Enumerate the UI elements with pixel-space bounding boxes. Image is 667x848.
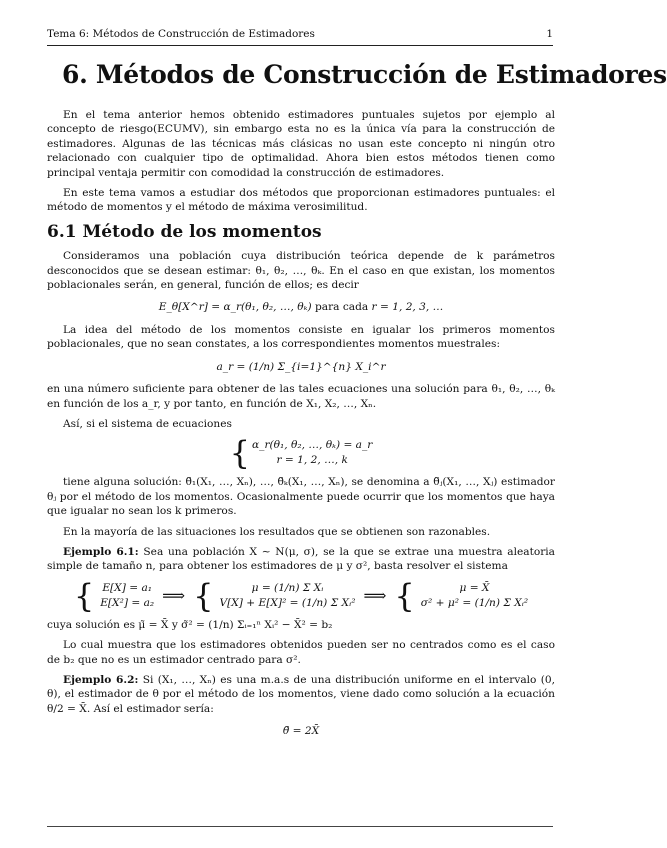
section-paragraph-4: Así, si el sistema de ecuaciones bbox=[63, 417, 232, 430]
equation-moments-population bbox=[47, 300, 555, 314]
section-paragraph-6: En la mayoría de las situaciones los resultados que se obtienen son razonables. bbox=[63, 525, 491, 538]
example-2-text: Si (X₁, …, Xₙ) es una m.a.s de una distribución uniforme en el intervalo (0, θ), el estimador de θ por el método de los momentos, viene dado como solución a la ecuación θ/2 = X̄. Así el estimador sería: bbox=[47, 673, 555, 715]
section-title: 6.1 Método de los momentos bbox=[47, 221, 322, 242]
left-brace-icon: { bbox=[73, 576, 95, 615]
section-paragraph-3: en una número suficiente para obtener de las tales ecuaciones una solución para θ₁, θ₂, …, θₖ en función de los a_r, y por tanto, en función de X₁, X₂, …, Xₙ. bbox=[47, 383, 555, 410]
eq1-text: para cada bbox=[314, 301, 369, 314]
equation-system bbox=[47, 434, 555, 473]
equation-sample-moments: a_r = (1/n) Σ_{i=1}^{n} X_i^r bbox=[216, 360, 386, 373]
example-1-text: Sea una población X ∼ N(μ, σ), se la que se extrae una muestra aleatoria simple de tamaño n, para obtener los estimadores de μ y σ², basta resolver el sistema bbox=[47, 545, 555, 573]
page-number: 1 bbox=[546, 28, 553, 40]
header-rule bbox=[47, 45, 553, 46]
example-1-comment: Lo cual muestra que los estimadores obtenidos pueden ser no centrados como es el caso de b₂ que no es un estimador centrado para σ². bbox=[47, 639, 555, 666]
section-paragraph-2: La idea del método de los momentos consiste en igualar los primeros momentos poblacionales, que no sean constates, a los correspondientes momentos muestrales: bbox=[47, 323, 555, 351]
system-line-2: r = 1, 2, …, k bbox=[276, 454, 348, 467]
left-brace-icon: { bbox=[229, 434, 250, 473]
example-2-result: θ̃ = 2X̄ bbox=[282, 725, 320, 738]
body-text bbox=[47, 108, 555, 747]
example-2-label: Ejemplo 6.2: bbox=[63, 673, 139, 686]
section-paragraph-5: tiene alguna solución: θ̃₁(X₁, …, Xₙ), …, θ̃ₖ(X₁, …, Xₙ), se denomina a θ̃ⱼ(X₁, …, Xⱼ) estimador θⱼ por el método de los momentos. Ocasionalmente puede ocurrir que los momentos que haya que igualar no sean los k primeros. bbox=[47, 476, 555, 518]
left-brace-icon: { bbox=[193, 576, 214, 615]
sysC-line-1: μ = X̄ bbox=[459, 581, 490, 594]
sysB-line-2: V[X] + E[X]² = (1/n) Σ Xᵢ² bbox=[219, 596, 356, 609]
example-1-label: Ejemplo 6.1: bbox=[63, 545, 139, 558]
intro-paragraph-1: En el tema anterior hemos obtenido estimadores puntuales sujetos por ejemplo al concepto de riesgo(ECUMV), sin embargo esta no es la única vía para la construcción de estimadores. Algunas de las técnicas más clásicas no usan este concepto ni ningún otro relacionado con cualquier tipo de optimalidad. Ahora bien estos métodos tienen como principal ventaja permitir con comodidad la construcción de estimadores. bbox=[47, 109, 555, 179]
eq1-rhs: r = 1, 2, 3, … bbox=[371, 301, 444, 314]
system-line-1: α_r(θ₁, θ₂, …, θₖ) = a_r bbox=[252, 439, 373, 452]
left-brace-icon: { bbox=[394, 576, 415, 615]
intro-paragraph-2: En este tema vamos a estudiar dos métodos que proporcionan estimadores puntuales: el método de momentos y el método de máxima verosimilitud. bbox=[47, 187, 555, 214]
running-header bbox=[47, 28, 553, 40]
sysB-line-1: μ = (1/n) Σ Xᵢ bbox=[251, 581, 324, 594]
chapter-title: 6. Métodos de Construcción de Estimadores bbox=[62, 60, 667, 89]
implies-arrow-icon: ⟹ bbox=[162, 585, 186, 605]
section-paragraph-1: Consideramos una población cuya distribución teórica depende de k parámetros desconocidos que se desean estimar: θ₁, θ₂, …, θₖ. En el caso en que existan, los momentos poblacionales serán, en general, función de ellos; es decir bbox=[47, 250, 555, 292]
eq1-lhs: E_θ[X^r] = α_r(θ₁, θ₂, …, θₖ) bbox=[158, 301, 312, 314]
sysA-line-2: E[X²] = a₂ bbox=[100, 596, 155, 609]
example-1 bbox=[47, 545, 555, 574]
example-1-systems bbox=[47, 576, 555, 615]
example-2 bbox=[47, 673, 555, 716]
implies-arrow-icon: ⟹ bbox=[363, 585, 387, 605]
sysA-line-1: E[X] = a₁ bbox=[102, 581, 153, 594]
sysC-line-2: σ² + μ² = (1/n) Σ Xᵢ² bbox=[420, 596, 529, 609]
running-title: Tema 6: Métodos de Construcción de Estimadores bbox=[47, 28, 315, 40]
example-1-solution: cuya solución es μ̃ = X̄ y σ̃² = (1/n) Σᵢ₌₁ⁿ Xᵢ² − X̄² = b₂ bbox=[47, 618, 333, 631]
footer-rule bbox=[47, 826, 553, 827]
